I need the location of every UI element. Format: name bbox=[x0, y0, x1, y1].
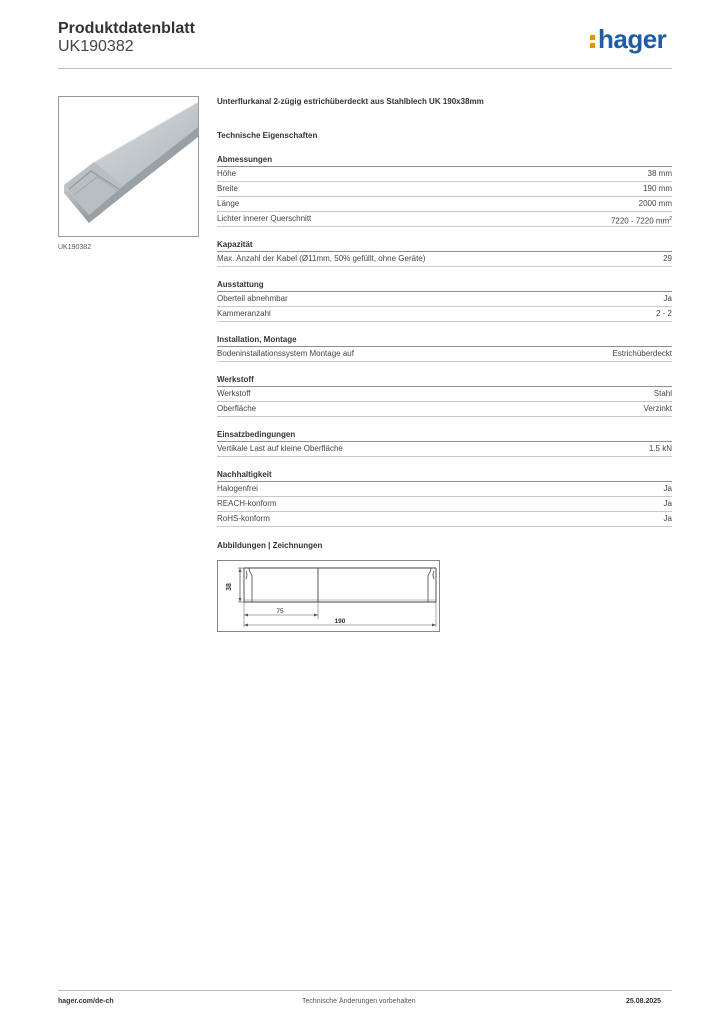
property-row bbox=[217, 442, 672, 457]
property-value-text: Ja bbox=[663, 484, 672, 493]
figures-heading: Abbildungen | Zeichnungen bbox=[217, 541, 323, 550]
property-label: REACH-konform bbox=[217, 499, 277, 508]
property-row bbox=[217, 482, 672, 497]
section-heading: Ausstattung bbox=[217, 279, 672, 292]
cross-section-drawing bbox=[218, 561, 439, 631]
section-heading: Werkstoff bbox=[217, 374, 672, 387]
property-label: Vertikale Last auf kleine Oberfläche bbox=[217, 444, 343, 453]
cable-duct-illustration bbox=[59, 97, 198, 236]
image-caption: UK190382 bbox=[58, 244, 92, 251]
property-label: Bodeninstallationssystem Montage auf bbox=[217, 349, 354, 358]
property-row bbox=[217, 497, 672, 512]
property-row bbox=[217, 167, 672, 182]
section-werkstoff bbox=[217, 374, 672, 417]
property-value bbox=[664, 482, 672, 496]
property-value-text: Estrichüberdeckt bbox=[612, 349, 672, 358]
property-value bbox=[649, 442, 672, 456]
property-value-text: 7220 - 7220 mm bbox=[610, 216, 670, 226]
property-label: Oberfläche bbox=[217, 404, 257, 413]
section-heading: Kapazität bbox=[217, 239, 672, 252]
technical-drawing bbox=[217, 560, 440, 632]
dim-width-label: 190 bbox=[334, 618, 346, 625]
property-value bbox=[639, 197, 672, 211]
property-value bbox=[664, 292, 672, 306]
product-image bbox=[58, 96, 199, 237]
logo-text: hager bbox=[598, 24, 667, 54]
property-value-text: 1.5 kN bbox=[648, 444, 672, 453]
property-value bbox=[654, 387, 672, 401]
footer-url: hager.com/de-ch bbox=[58, 998, 114, 1005]
property-value-text: Ja bbox=[663, 514, 672, 523]
footer-divider bbox=[58, 990, 672, 991]
property-row bbox=[217, 402, 672, 417]
property-value bbox=[611, 212, 672, 226]
property-row bbox=[217, 387, 672, 402]
property-row bbox=[217, 307, 672, 322]
property-sections bbox=[217, 154, 672, 527]
property-label: Höhe bbox=[217, 169, 237, 178]
property-value-text: Stahl bbox=[653, 389, 672, 398]
product-details bbox=[217, 96, 672, 527]
property-value-text: Ja bbox=[663, 294, 672, 303]
header-divider bbox=[58, 68, 672, 69]
property-value bbox=[644, 402, 672, 416]
section-abmessungen bbox=[217, 154, 672, 227]
property-value-text: Ja bbox=[663, 499, 672, 508]
logo-dots-icon bbox=[590, 32, 596, 51]
section-nachhaltigkeit bbox=[217, 469, 672, 527]
technical-properties-heading: Technische Eigenschaften bbox=[217, 131, 318, 140]
property-value-text: Verzinkt bbox=[643, 404, 672, 413]
section-einsatzbedingungen bbox=[217, 429, 672, 457]
product-description: Unterflurkanal 2-zügig estrichüberdeckt aus Stahlblech UK 190x38mm bbox=[217, 97, 484, 106]
product-code: UK190382 bbox=[58, 38, 134, 55]
unit-superscript: 2 bbox=[669, 216, 672, 222]
section-heading: Einsatzbedingungen bbox=[217, 429, 672, 442]
section-installation-montage bbox=[217, 334, 672, 362]
property-value-text: 190 mm bbox=[643, 184, 672, 193]
dim-height-label: 38 bbox=[226, 583, 233, 591]
page-title: Produktdatenblatt bbox=[58, 20, 195, 37]
section-heading: Installation, Montage bbox=[217, 334, 672, 347]
footer-date: 25.08.2025 bbox=[626, 998, 662, 1005]
property-value bbox=[664, 497, 672, 511]
property-label: Breite bbox=[217, 184, 238, 193]
property-value bbox=[664, 512, 672, 526]
section-kapazit-t bbox=[217, 239, 672, 267]
property-label: Lichter innerer Querschnitt bbox=[217, 214, 312, 223]
property-value bbox=[663, 252, 672, 266]
property-row bbox=[217, 182, 672, 197]
property-row bbox=[217, 512, 672, 527]
property-value bbox=[656, 307, 672, 321]
dim-partial-label: 75 bbox=[276, 608, 284, 615]
property-label: Länge bbox=[217, 199, 240, 208]
property-label: RoHS-konform bbox=[217, 514, 270, 523]
property-label: Halogenfrei bbox=[217, 484, 258, 493]
property-value bbox=[612, 347, 672, 361]
property-value-text: 29 bbox=[663, 254, 672, 263]
hager-logo bbox=[590, 24, 666, 55]
property-value bbox=[648, 167, 672, 181]
property-label: Kammeranzahl bbox=[217, 309, 271, 318]
property-row bbox=[217, 292, 672, 307]
property-label: Max. Anzahl der Kabel (Ø11mm, 50% gefüllt, ohne Geräte) bbox=[217, 254, 426, 263]
property-value-text: 2 - 2 bbox=[655, 309, 672, 318]
property-row bbox=[217, 347, 672, 362]
property-row bbox=[217, 212, 672, 227]
property-label: Oberteil abnehmbar bbox=[217, 294, 288, 303]
property-row bbox=[217, 252, 672, 267]
property-value-text: 38 mm bbox=[647, 169, 672, 178]
property-value bbox=[643, 182, 672, 196]
footer-note: Technische Änderungen vorbehalten bbox=[302, 998, 416, 1005]
property-row bbox=[217, 197, 672, 212]
section-heading: Nachhaltigkeit bbox=[217, 469, 672, 482]
property-label: Werkstoff bbox=[217, 389, 251, 398]
property-value-text: 2000 mm bbox=[638, 199, 672, 208]
section-ausstattung bbox=[217, 279, 672, 322]
section-heading: Abmessungen bbox=[217, 154, 672, 167]
